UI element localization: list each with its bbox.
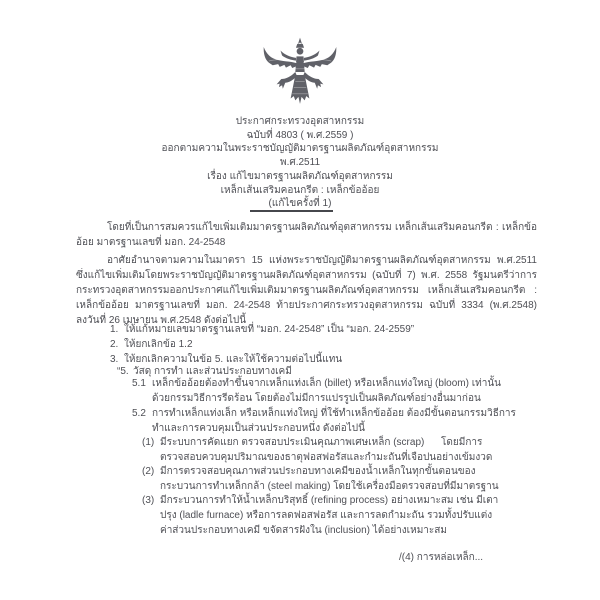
doc-title: ประกาศกระทรวงอุตสาหกรรม (235, 116, 365, 127)
para2-line-2: ซึ่งแก้ไขเพิ่มเติมโดยพระราชบัญญัติมาตรฐานผลิตภัณฑ์อุตสาหกรรม (ฉบับที่ 7) พ.ศ. 2558 รัฐมนตรีว่าการ (76, 270, 537, 281)
clause5-number: “5. (117, 366, 129, 377)
para2-line-5: ลงวันที่ 26 เมษายน พ.ศ.2548 ดังต่อไปนี้ (76, 315, 247, 326)
point1-line-2: ตรวจสอบควบคุมปริมาณของธาตุฟอสฟอรัสและกำมะถันที่เจือปนอย่างเข้มงวด (160, 452, 493, 463)
header-divider-rule (250, 210, 333, 212)
garuda-emblem-icon (261, 37, 339, 110)
list-item-1-number: 1. (110, 324, 119, 335)
clause52-number: 5.2 (132, 408, 146, 419)
doc-subject-detail: เหล็กเส้นเสริมคอนกรีต : เหล็กข้ออ้อย (220, 184, 380, 196)
doc-subject-line: เรื่อง แก้ไขมาตรฐานผลิตภัณฑ์อุตสาหกรรม (207, 170, 393, 182)
clause51-line-1: เหล็กข้ออ้อยต้องทำขึ้นจากเหล็กแท่งเล็ก (billet) หรือเหล็กแท่งใหญ่ (bloom) เท่านั้น (152, 378, 502, 389)
clause51-line-2: ด้วยกรรมวิธีการรีดร้อน โดยต้องไม่มีการแปรรูปเป็นผลิตภัณฑ์อย่างอื่นมาก่อน (152, 393, 481, 404)
list-item-1-text: ให้แก้หมายเลขมาตรฐานเลขที่ “มอก. 24-2548” เป็น “มอก. 24-2559” (124, 324, 415, 335)
clause5-title: วัสดุ การทำ และส่วนประกอบทางเคมี (133, 366, 292, 377)
list-item-2-text: ให้ยกเลิกข้อ 1.2 (124, 339, 193, 350)
point3-line-1: มีกระบวนการทำให้น้ำเหล็กบริสุทธิ์ (refining process) อย่างเหมาะสม เช่น มีเตา (160, 495, 499, 506)
doc-authority-line: ออกตามความในพระราชบัญญัติมาตรฐานผลิตภัณฑ์อุตสาหกรรม (161, 143, 439, 155)
point1-line-1: มีระบบการคัดแยก ตรวจสอบประเมินคุณภาพเศษเหล็ก (scrap) โดยมีการ (160, 437, 483, 448)
clause51-number: 5.1 (132, 378, 146, 389)
point3-number: (3) (142, 495, 155, 506)
doc-number: ฉบับที่ 4803 ( พ.ศ.2559 ) (246, 129, 354, 141)
point3-line-2: ปรุง (ladle furnace) หรือการลดฟอสฟอรัส และการลดกำมะถัน รวมทั้งปรับแต่ง (160, 510, 493, 521)
list-item-3-number: 3. (110, 354, 119, 365)
list-item-3-text: ให้ยกเลิกความในข้อ 5. และให้ใช้ความต่อไปนี้แทน (124, 354, 343, 365)
para2-line-3: กระทรวงอุตสาหกรรมออกประกาศแก้ไขเพิ่มเติมมาตรฐานผลิตภัณฑ์อุตสาหกรรม เหล็กเส้นเสริมคอนกรีต : (76, 285, 537, 296)
point2-number: (2) (142, 466, 155, 477)
clause52-line-2: ทำและการควบคุมเป็นส่วนประกอบหนึ่ง ดังต่อไปนี้ (152, 423, 365, 434)
para1-line-1: โดยที่เป็นการสมควรแก้ไขเพิ่มเติมมาตรฐานผลิตภัณฑ์อุตสาหกรรม เหล็กเส้นเสริมคอนกรีต : เหล็กข้อ (107, 222, 537, 233)
clause52-line-1: การทำเหล็กแท่งเล็ก หรือเหล็กแท่งใหญ่ ที่ใช้ทำเหล็กข้ออ้อย ต้องมีขั้นตอนกรรมวิธีการ (152, 408, 516, 419)
para2-line-1: อาศัยอำนาจตามความในมาตรา 15 แห่งพระราชบัญญัติมาตรฐานผลิตภัณฑ์อุตสาหกรรม พ.ศ.2511 (107, 255, 537, 266)
announcement-header (0, 115, 600, 211)
point3-line-3: ค่าส่วนประกอบทางเคมี ขจัดสารฝังใน (inclusion) ได้อย่างเหมาะสม (160, 525, 447, 536)
list-item-2-number: 2. (110, 339, 119, 350)
doc-amendment-note: (แก้ไขครั้งที่ 1) (268, 198, 332, 210)
doc-authority-year: พ.ศ.2511 (280, 157, 320, 169)
point2-line-2: กระบวนการทำเหล็กกล้า (steel making) โดยใช้เครื่องมือตรวจสอบที่มีมาตรฐาน (160, 481, 499, 492)
para2-line-4: เหล็กข้ออ้อย มาตรฐานเลขที่ มอก. 24-2548 ท้ายประกาศกระทรวงอุตสาหกรรม ฉบับที่ 3334 (พ.ศ.2548) (76, 300, 537, 311)
page-continuation-note: /(4) การหล่อเหล็ก... (399, 552, 484, 563)
para1-line-2: อ้อย มาตรฐานเลขที่ มอก. 24-2548 (76, 237, 226, 248)
point2-line-1: มีการตรวจสอบคุณภาพส่วนประกอบทางเคมีของน้ำเหล็กในทุกขั้นตอนของ (160, 466, 476, 477)
point1-number: (1) (142, 437, 155, 448)
